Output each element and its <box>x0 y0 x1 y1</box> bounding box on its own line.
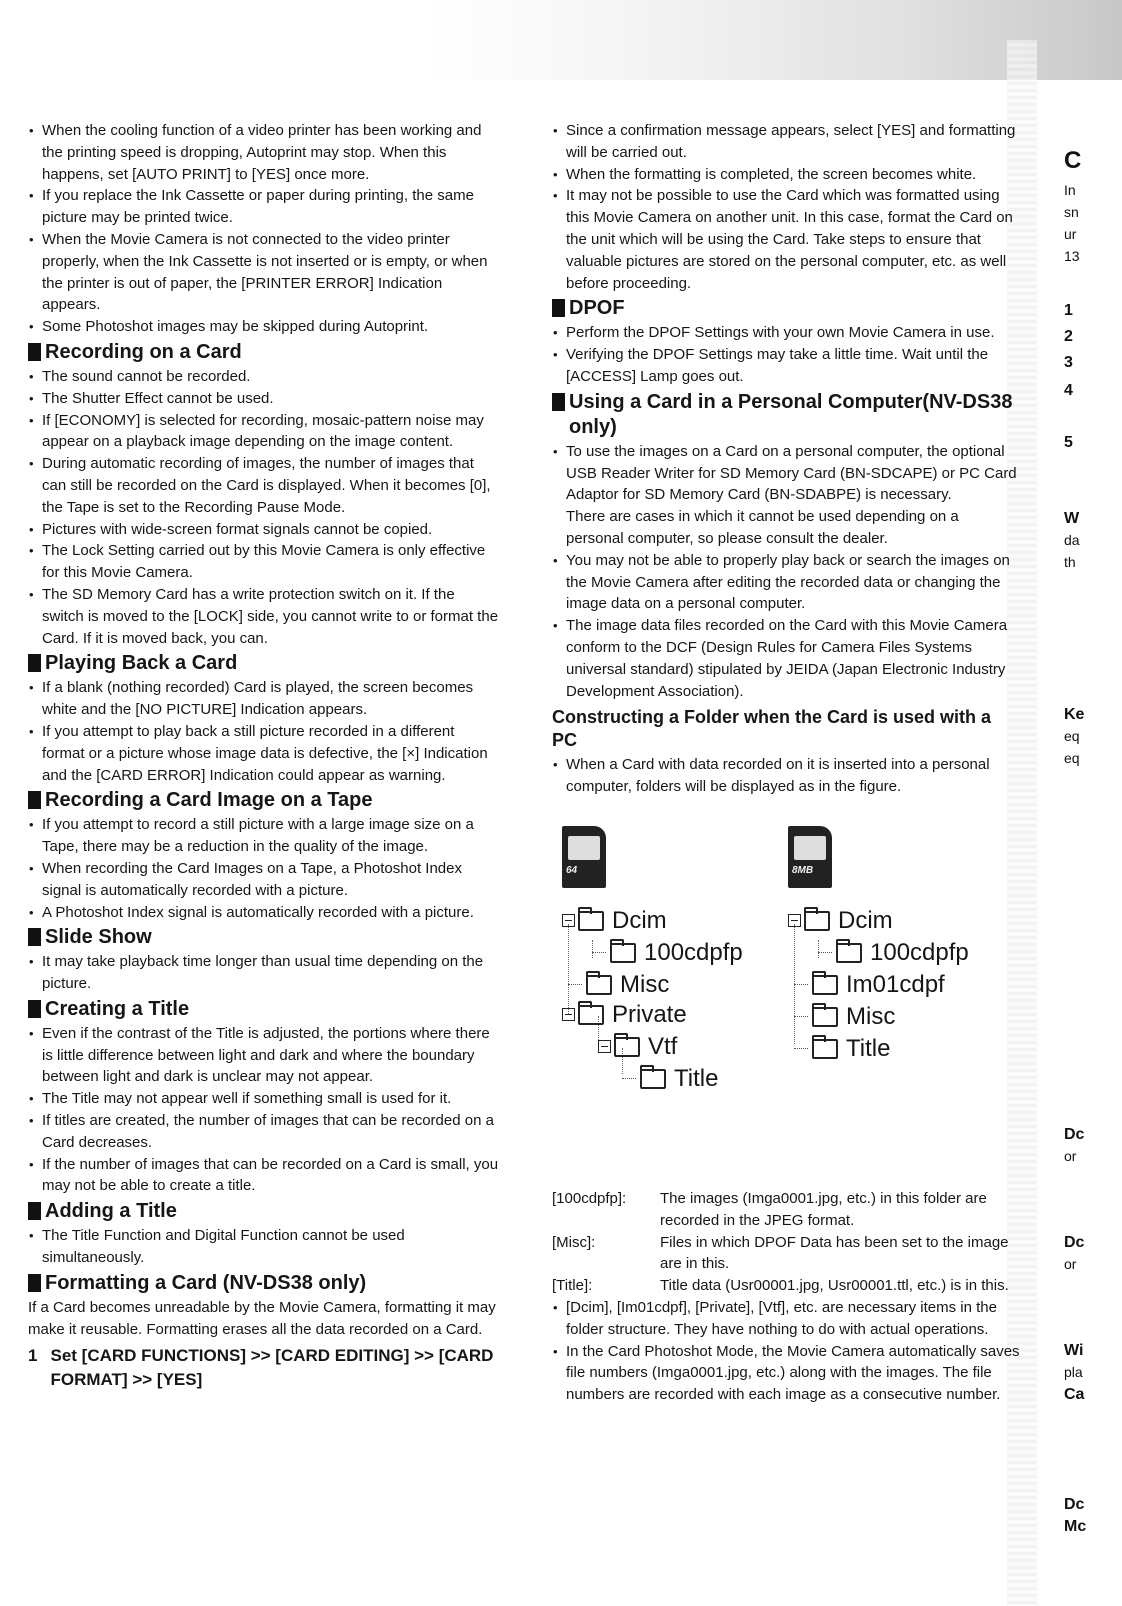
list-item: • If you attempt to record a still picture with a large image size on a Tape, there may be a reduction in the quality of the image. <box>28 814 500 858</box>
list-item: • If you attempt to play back a still picture recorded in a different format or a picture whose image data is defective, the [×] Indication and the [CARD ERROR] Indication could appear as warning. <box>28 721 500 786</box>
edge-fragment: eq <box>1064 750 1080 766</box>
edge-fragment: Ca <box>1064 1386 1085 1403</box>
section-heading-formatting: Formatting a Card (NV-DS38 only) <box>28 1271 500 1296</box>
list-item: • A Photoshot Index signal is automatically recorded with a picture. <box>28 902 500 924</box>
list-item: • If the number of images that can be recorded on a Card is small, you may not be able to create a title. <box>28 1154 500 1198</box>
tree-node: Title <box>622 1064 718 1094</box>
folder-icon <box>812 975 838 995</box>
edge-fragment: Dc <box>1064 1234 1085 1251</box>
list-item: • When the Movie Camera is not connected to the video printer properly, when the Ink Cassette is not inserted or is empty, or when the printer is out of paper, the [PRINTER ERROR] Indication appears. <box>28 229 500 316</box>
list-item: • Verifying the DPOF Settings may take a little time. Wait until the [ACCESS] Lamp goes out. <box>552 344 1020 388</box>
list-item: • If titles are created, the number of images that can be recorded on a Card decreases. <box>28 1110 500 1154</box>
list-item: • It may not be possible to use the Card which was formatted using this Movie Camera on another unit. In this case, format the Card on the unit which will be using the Card. Take steps to ensure that valuable pictures are stored on the personal computer, etc. as well before proceeding. <box>552 185 1020 294</box>
tree-node: Private <box>562 1000 687 1030</box>
list-item: • The Shutter Effect cannot be used. <box>28 388 500 410</box>
edge-fragment: pla <box>1064 1364 1083 1380</box>
folder-definitions <box>552 1188 1020 1297</box>
tree-node: Misc <box>568 970 669 1000</box>
edge-fragment: Dc <box>1064 1496 1085 1513</box>
folder-icon <box>640 1069 666 1089</box>
list-item: • If you replace the Ink Cassette or paper during printing, the same picture may be printed twice. <box>28 185 500 229</box>
edge-fragment: 5 <box>1064 434 1073 451</box>
tree-node: Dcim <box>788 906 893 936</box>
list-item: • Since a confirmation message appears, select [YES] and formatting will be carried out. <box>552 120 1020 164</box>
folder-icon <box>578 911 604 931</box>
section-heading-pc: Using a Card in a Personal Computer(NV-DS38 only) <box>552 390 1020 440</box>
folder-icon <box>610 943 636 963</box>
list-item: • When a Card with data recorded on it is inserted into a personal computer, folders will be displayed as in the figure. <box>552 754 1020 798</box>
tree-node: Im01cdpf <box>794 970 945 1000</box>
list-item: • When the formatting is completed, the screen becomes white. <box>552 164 1020 186</box>
list-item: • To use the images on a Card on a personal computer, the optional USB Reader Writer for SD Memory Card (BN-SDCAPE) or PC Card Adaptor for SD Memory Card (BN-SDABPE) is necessary. <box>552 441 1020 506</box>
list-item: • It may take playback time longer than usual time depending on the picture. <box>28 951 500 995</box>
folder-tree-figure <box>552 820 1020 1180</box>
folder-icon <box>614 1037 640 1057</box>
list-item: • The Title may not appear well if something small is used for it. <box>28 1088 500 1110</box>
left-column <box>28 120 500 1392</box>
edge-fragment: Ke <box>1064 706 1085 723</box>
section-heading-recording: Recording on a Card <box>28 340 500 365</box>
mmc-card-icon: 8MB <box>788 826 832 888</box>
edge-fragment: da <box>1064 532 1080 548</box>
tree-node: Dcim <box>562 906 667 936</box>
edge-fragment: 3 <box>1064 354 1073 371</box>
sd-card-icon: 64 <box>562 826 606 888</box>
edge-fragment: 13 <box>1064 248 1080 264</box>
list-item: • When the cooling function of a video printer has been working and the printing speed is dropping, Autoprint may stop. When this happens, set [AUTO PRINT] to [YES] once more. <box>28 120 500 185</box>
edge-fragment: 4 <box>1064 382 1073 399</box>
definition-row: [Misc]: Files in which DPOF Data has been set to the image are in this. <box>552 1233 1009 1273</box>
list-item: • The image data files recorded on the Card with this Movie Camera conform to the DCF (Design Rules for Camera Files Systems universal standard) stipulated by JEIDA (Japan Electronic Industry Development Association). <box>552 615 1020 702</box>
list-item: • Perform the DPOF Settings with your own Movie Camera in use. <box>552 322 1020 344</box>
list-item: • You may not be able to properly play back or search the images on the Movie Camera after editing the recorded data or changing the image data on a personal computer. <box>552 550 1020 615</box>
paragraph: If a Card becomes unreadable by the Movie Camera, formatting it may make it reusable. Formatting erases all the data recorded on a Card. <box>28 1298 496 1338</box>
edge-fragment: ur <box>1064 226 1077 242</box>
edge-fragment: In <box>1064 182 1076 198</box>
list-item: • During automatic recording of images, the number of images that can still be recorded on the Card is displayed. When it becomes [0], the Tape is set to the Recording Pause Mode. <box>28 453 500 518</box>
folder-icon <box>812 1039 838 1059</box>
edge-fragment: th <box>1064 554 1076 570</box>
step-text: Set [CARD FUNCTIONS] >> [CARD EDITING] >> [CARD FORMAT] >> [YES] <box>50 1346 494 1390</box>
definition-row: [Title]: Title data (Usr00001.jpg, Usr00001.ttl, etc.) is in this. <box>552 1277 1009 1295</box>
list-item: • Even if the contrast of the Title is adjusted, the portions where there is little difference between light and dark and where the boundary between light and dark is unclear may not appear. <box>28 1023 500 1088</box>
list-item: • The sound cannot be recorded. <box>28 366 500 388</box>
folder-icon <box>812 1007 838 1027</box>
edge-fragment: W <box>1064 510 1080 527</box>
section-heading-dpof: DPOF <box>552 296 1020 321</box>
list-item: • If [ECONOMY] is selected for recording, mosaic-pattern noise may appear on a playback image depending on the image content. <box>28 410 500 454</box>
scan-shadow <box>0 0 1122 80</box>
list-item: • The SD Memory Card has a write protection switch on it. If the switch is moved to the [LOCK] side, you cannot write to or format the Card. If it is moved back, you can. <box>28 584 500 649</box>
edge-fragment: or <box>1064 1256 1077 1272</box>
list-item: • [Dcim], [Im01cdpf], [Private], [Vtf], etc. are necessary items in the folder structure. They have nothing to do with actual operations. <box>552 1297 1020 1341</box>
edge-fragment: Mc <box>1064 1518 1087 1535</box>
tree-node: Vtf <box>598 1032 677 1062</box>
list-item: • The Lock Setting carried out by this Movie Camera is only effective for this Movie Camera. <box>28 540 500 584</box>
middle-column <box>552 120 1020 1406</box>
list-item: • When recording the Card Images on a Tape, a Photoshot Index signal is automatically recorded with a picture. <box>28 858 500 902</box>
folder-icon <box>836 943 862 963</box>
section-heading-card-to-tape: Recording a Card Image on a Tape <box>28 788 500 813</box>
section-heading-playback: Playing Back a Card <box>28 651 500 676</box>
definition-row: [100cdpfp]: The images (Imga0001.jpg, etc.) in this folder are recorded in the JPEG format. <box>552 1189 987 1229</box>
step <box>28 1344 500 1392</box>
folder-icon <box>586 975 612 995</box>
tree-node: Misc <box>794 1002 895 1032</box>
edge-fragment: 1 <box>1064 302 1073 319</box>
folder-icon <box>578 1005 604 1025</box>
tree-node: 100cdpfp <box>818 938 969 968</box>
list-item: • If a blank (nothing recorded) Card is played, the screen becomes white and the [NO PICTURE] Indication appears. <box>28 677 500 721</box>
tree-node: 100cdpfp <box>592 938 743 968</box>
subheading-folder: Constructing a Folder when the Card is used with a PC <box>552 707 992 751</box>
list-item: • The Title Function and Digital Function cannot be used simultaneously. <box>28 1225 500 1269</box>
edge-fragment: or <box>1064 1148 1077 1164</box>
edge-fragment: Wi <box>1064 1342 1084 1359</box>
note: There are cases in which it cannot be used depending on a personal computer, so please consult the dealer. <box>566 508 959 547</box>
step-number: 1 <box>28 1346 38 1366</box>
tree-node: Title <box>794 1034 890 1064</box>
folder-icon <box>804 911 830 931</box>
edge-fragment: Dc <box>1064 1126 1085 1143</box>
edge-fragment: sn <box>1064 204 1079 220</box>
edge-fragment: 2 <box>1064 328 1073 345</box>
edge-fragment: eq <box>1064 728 1080 744</box>
section-heading-adding-title: Adding a Title <box>28 1199 500 1224</box>
edge-fragment: C <box>1064 147 1082 174</box>
section-heading-slide-show: Slide Show <box>28 925 500 950</box>
section-heading-creating-title: Creating a Title <box>28 997 500 1022</box>
list-item: • Pictures with wide-screen format signals cannot be copied. <box>28 519 500 541</box>
list-item: • Some Photoshot images may be skipped during Autoprint. <box>28 316 500 338</box>
list-item: • In the Card Photoshot Mode, the Movie Camera automatically saves file numbers (Imga0001.jpg, etc.) along with the images. The file numbers are recorded with each image as a consecutive number. <box>552 1341 1020 1406</box>
